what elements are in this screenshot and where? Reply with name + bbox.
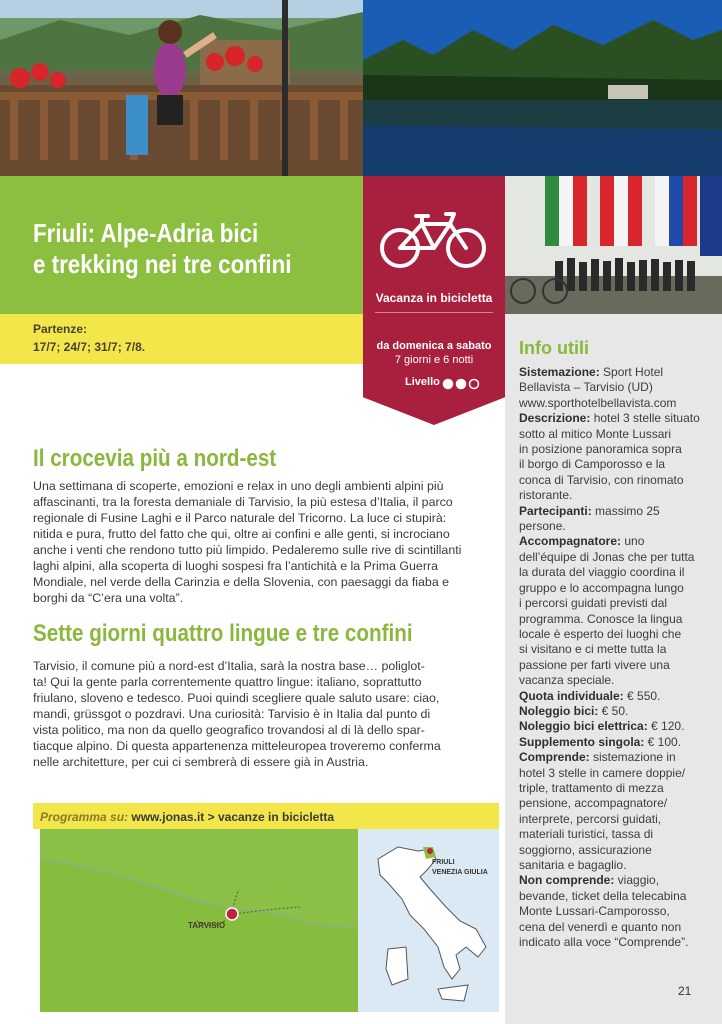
page-title: [33, 218, 317, 280]
info-value: € 550.: [623, 688, 661, 703]
text-line: anche i venti che rendono tutto più limpido. Pedaleremo sulle rive di scintillanti: [33, 543, 462, 557]
info-value: in posizione panoramica sopra: [519, 442, 682, 457]
info-value: conca di Tarvisio, con rinomato: [519, 472, 684, 487]
info-title: Info utili: [519, 338, 589, 358]
level-dot-empty: [470, 380, 479, 389]
level-dot-filled: [457, 380, 466, 389]
info-value: sistemazione in: [589, 750, 676, 765]
bicycle-icon: [378, 208, 488, 270]
departures-label: Partenze:: [33, 322, 88, 336]
info-value: Bellavista – Tarvisio (UD): [519, 380, 653, 395]
info-label: Accompagnatore:: [519, 534, 622, 549]
departures-dates: 17/7; 24/7; 31/7; 7/8.: [33, 340, 146, 354]
photo-cyclist-balcony: [0, 0, 363, 176]
info-value: persone.: [519, 519, 566, 534]
info-value: bevande, ticket della telecabina: [519, 888, 687, 903]
info-label: Noleggio bici:: [519, 703, 599, 718]
info-label: Comprende:: [519, 750, 590, 765]
info-value: soggiorno, assicurazione: [519, 842, 652, 857]
info-value: interprete, percorsi guidati,: [519, 811, 662, 826]
map-label-tarvisio: TARVISIO: [188, 921, 226, 930]
info-value: Monte Lussari-Camporosso,: [519, 904, 670, 919]
info-value: uno: [621, 534, 645, 549]
programma-site[interactable]: www.jonas.it: [131, 810, 205, 824]
section-text-sette-giorni: [33, 658, 478, 770]
info-label: Sistemazione:: [519, 365, 600, 379]
section-heading-sette-giorni: Sette giorni quattro lingue e tre confini: [33, 620, 413, 647]
info-value: i percorsi guidati previsti dal: [519, 596, 668, 611]
info-list: [519, 365, 714, 950]
info-value: materiali turistici, tassa di: [519, 827, 654, 842]
text-line: laghi alpini, alla scoperta di luoghi sospesi fra l’antichità e la Prima Guerra: [33, 559, 438, 573]
trip-type-label: Vacanza in bicicletta: [375, 291, 493, 305]
info-value: triple, trattamento di mezza: [519, 780, 664, 795]
info-value: si visitano e ci mette tutta la: [519, 642, 667, 657]
info-value: massimo 25: [591, 503, 660, 518]
trip-days: da domenica a sabato: [376, 340, 492, 352]
info-value: € 100.: [644, 734, 682, 749]
info-value: Sport Hotel: [599, 365, 664, 379]
photo-alpine-lake: [363, 0, 722, 176]
info-label: Supplemento singola:: [519, 734, 645, 749]
text-line: affascinanti, tra la foresta demaniale di Tarvisio, la più estesa d’Italia, il parco: [33, 495, 453, 509]
text-line: Mondiale, nel verde della Carinzia e della Slovenia, con paesaggi da fiaba e: [33, 575, 450, 589]
programma-section[interactable]: vacanze in bicicletta: [217, 810, 335, 824]
info-value: vacanza speciale.: [519, 673, 615, 688]
info-value: pensione, accompagnatore/: [519, 796, 668, 811]
text-line: friulano, sloveno e tedesco. Puoi quindi scegliere quale saluto usare: ciao,: [33, 691, 440, 705]
text-line: nitida e pura, frutto del fatto che qui, oltre ai confini e alle genti, si incrociano: [33, 527, 450, 541]
photo-cyclist-group: [505, 176, 722, 314]
info-value: il borgo di Camporosso e la: [519, 457, 666, 472]
programma-separator: >: [204, 810, 218, 824]
text-line: ta! Qui la gente parla correntemente quattro lingue: italiano, soprattutto: [33, 675, 422, 689]
info-label: Noleggio bici elettrica:: [519, 719, 648, 734]
info-value: sanitaria e bagaglio.: [519, 858, 627, 872]
section-heading-crocevia: Il crocevia più a nord-est: [33, 445, 277, 472]
programma-prefix: Programma su:: [40, 810, 129, 824]
info-value: hotel 3 stelle in camere doppie/: [519, 765, 686, 780]
text-line: Tarvisio, il comune più a nord-est d’Italia, sarà la nostra base… poliglot-: [33, 659, 425, 673]
programma-link[interactable]: [40, 810, 334, 824]
italy-map: [358, 829, 499, 1012]
title-line-2: e trekking nei tre confini: [33, 249, 292, 279]
info-value: sotto al mitico Monte Lussari: [519, 426, 672, 441]
text-line: tiacque alpino. Di questa appartenenza mitteleuropea troveremo conferma: [33, 739, 441, 753]
text-line: mandi, grüssgot o pozdravi. Una curiosità: Tarvisio è in Italia dal punto di: [33, 707, 431, 721]
level-dot-filled: [444, 380, 453, 389]
section-text-crocevia: [33, 478, 478, 606]
info-value: indicato alla voce “Comprende”.: [519, 935, 689, 950]
text-line: borghi da “C’era una volta”.: [33, 591, 184, 605]
info-value: ristorante.: [519, 488, 573, 503]
text-line: vista politico, ma non da quello geografico trovandosi al di là dello spar-: [33, 723, 425, 737]
text-line: regionale di Fusine Laghi e il Parco naturale del Tricorno. La luce ci stupirà:: [33, 511, 447, 525]
text-line: Una settimana di scoperte, emozioni e relax in uno degli ambienti alpini più: [33, 479, 444, 493]
info-value: programma. Conosce la lingua: [519, 611, 683, 626]
info-value: cena del venerdì e quanto non: [519, 919, 682, 934]
title-line-1: Friuli: Alpe-Adria bici: [33, 218, 259, 248]
badge-divider: [375, 312, 493, 313]
text-line: nelle architetture, per cui ci sembrerà di essere già in Austria.: [33, 755, 369, 769]
info-value: € 120.: [647, 719, 685, 734]
info-value: passione per farti vivere una: [519, 657, 670, 672]
info-value: hotel 3 stelle situato: [590, 411, 700, 426]
info-value: viaggio,: [614, 873, 660, 888]
info-value: www.sporthotelbellavista.com: [519, 395, 677, 410]
info-value: locale è esperto dei luoghi che: [519, 626, 682, 641]
info-label: Non comprende:: [519, 873, 615, 888]
trip-badge-pointer: [363, 314, 505, 425]
level-indicator: [442, 378, 482, 390]
info-value: € 50.: [598, 703, 629, 718]
info-value: dell’équipe di Jonas che per tutta: [519, 549, 695, 564]
info-value: gruppo e lo accompagna lungo: [519, 580, 684, 595]
info-value: la durata del viaggio coordina il: [519, 565, 685, 580]
level-label: Livello: [405, 376, 440, 388]
page-number: 21: [678, 984, 692, 998]
map-label-region-line-2: VENEZIA GIULIA: [432, 869, 488, 876]
info-label: Partecipanti:: [519, 503, 592, 518]
trip-nights: 7 giorni e 6 notti: [394, 354, 474, 366]
info-label: Quota individuale:: [519, 688, 624, 703]
info-label: Descrizione:: [519, 411, 591, 426]
map-label-region-line-1: FRIULI: [432, 859, 455, 866]
